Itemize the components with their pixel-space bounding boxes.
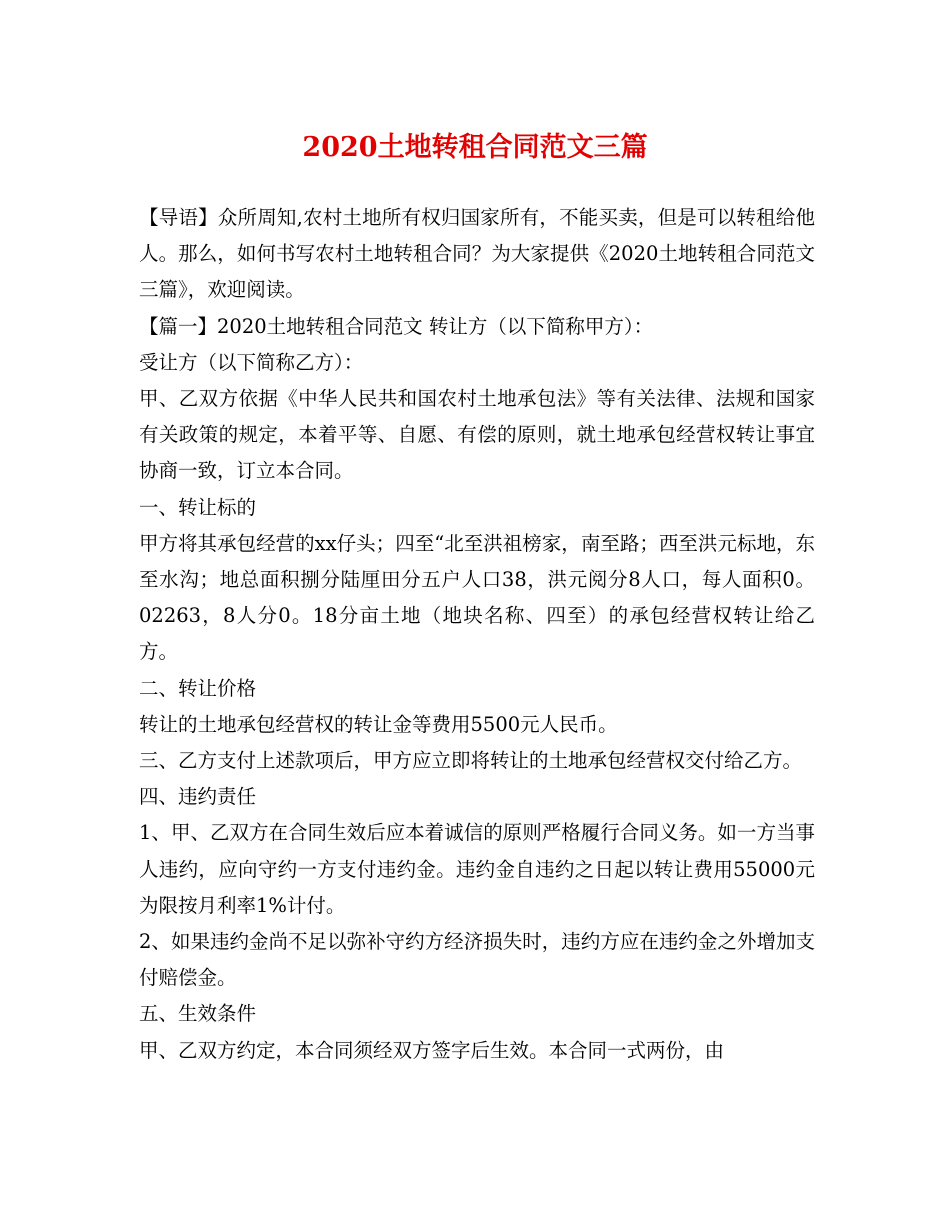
section-heading-5: 五、生效条件 [139,1002,257,1026]
paragraph-preamble: 甲、乙双方依据《中华人民共和国农村土地承包法》等有关法律、法规和国家有关政策的规定，本着平等、自愿、有偿的原则，就土地承包经营权转让事宜协商一致，订立本合同。 [139,387,815,483]
document-title: 2020土地转租合同范文三篇 [302,132,648,163]
paragraph-breach-1: 1、甲、乙双方在合同生效后应本着诚信的原则严格履行合同义务。如一方当事人违约，应向守约一方支付违约金。违约金自违约之日起以转让费用55000元为限按月利率1%计付。 [139,821,815,917]
paragraph-effective: 甲、乙双方约定，本合同须经双方签字后生效。本合同一式两份，由 [139,1038,725,1062]
paragraph-transfer-price: 转让的土地承包经营权的转让金等费用5500元人民币。 [139,712,618,736]
paragraph-party-b: 受让方（以下简称乙方）： [139,350,364,374]
section-heading-2: 二、转让价格 [139,676,257,700]
document-body [139,200,815,1069]
section-heading-1: 一、转让标的 [139,495,257,519]
paragraph-part-one-heading: 【篇一】2020土地转租合同范文 转让方（以下简称甲方）： [139,314,654,338]
section-heading-4: 四、违约责任 [139,785,257,809]
paragraph-intro: 【导语】众所周知,农村土地所有权归国家所有，不能买卖，但是可以转租给他人。那么，如何书写农村土地转租合同？为大家提供《2020土地转租合同范文三篇》，欢迎阅读。 [139,206,815,302]
paragraph-breach-2: 2、如果违约金尚不足以弥补守约方经济损失时，违约方应在违约金之外增加支付赔偿金。 [139,930,815,990]
paragraph-transfer-subject: 甲方将其承包经营的xx仔头；四至“北至洪祖榜家，南至路；西至洪元标地，东至水沟；地总面积捌分陆厘田分五户人口38，洪元阅分8人口，每人面积0。02263，8人分0。18分亩土地（地块名称、四至）的承包经营权转让给乙方。 [139,531,815,664]
paragraph-delivery: 三、乙方支付上述款项后，甲方应立即将转让的土地承包经营权交付给乙方。 [139,749,803,773]
